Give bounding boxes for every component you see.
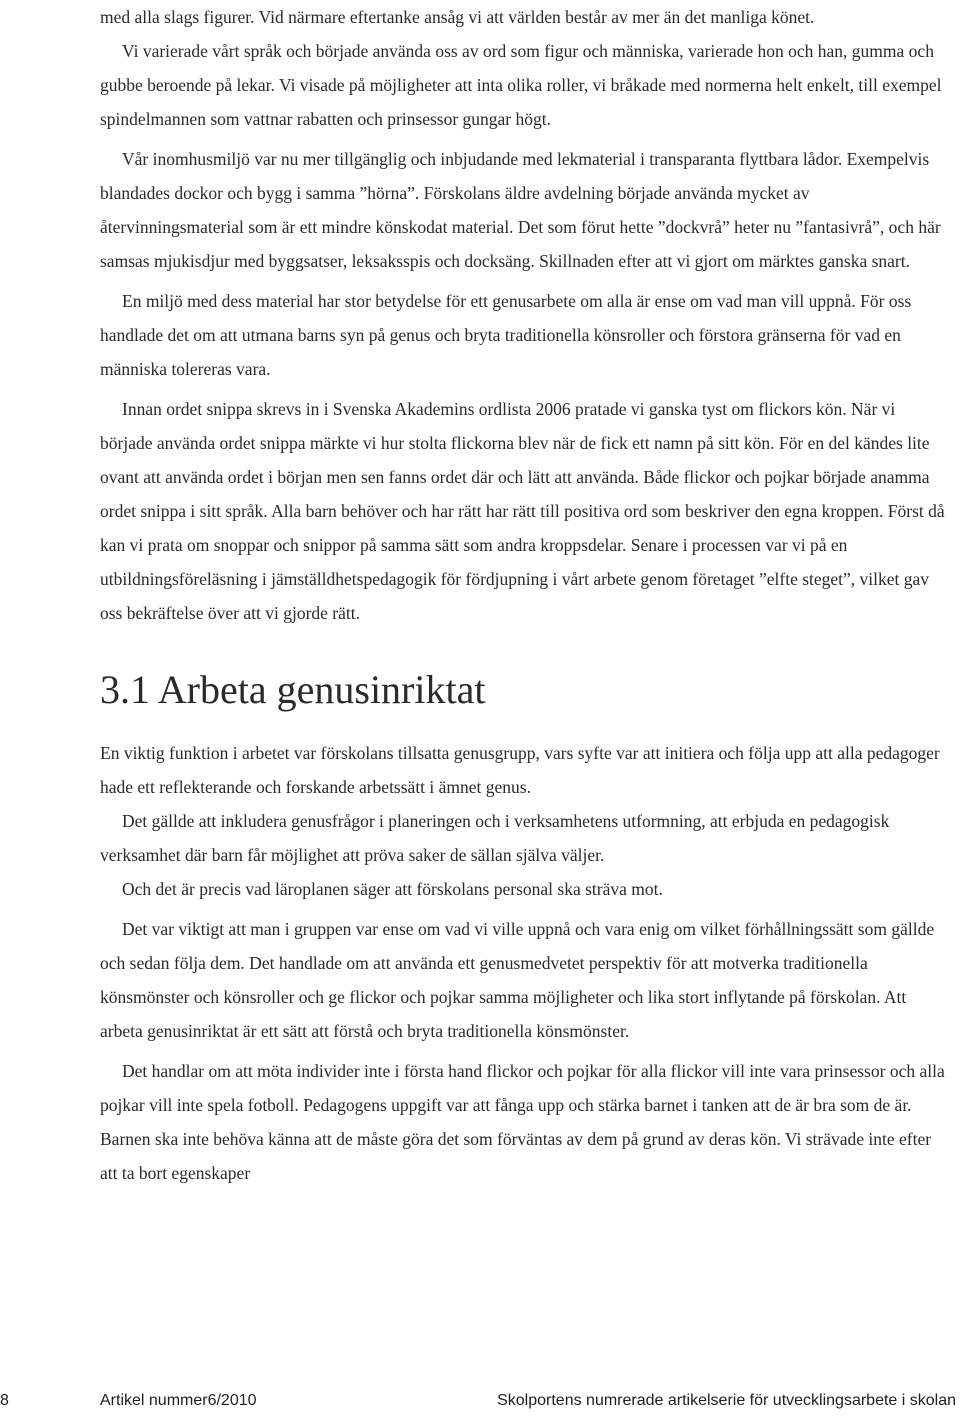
section-heading: 3.1 Arbeta genusinriktat (100, 667, 486, 712)
series-label: Skolportens numrerade artikelserie för utvecklingsarbete i skolan (497, 1392, 956, 1409)
page-body (100, 0, 952, 1190)
publication-label: Artikel nummer6/2010 (100, 1392, 257, 1409)
paragraph: Det gällde att inkludera genusfrågor i planeringen och i verksamhetens utformning, att erbjuda en pedagogisk verksamhet där barn får möjlighet att pröva saker de sällan själva väljer. (100, 811, 890, 865)
page-footer (0, 1388, 960, 1416)
paragraph: Vår inomhusmiljö var nu mer tillgänglig och inbjudande med lekmaterial i transparanta flyttbara lådor. Exempelvis blandades dockor och bygg i samma ”hörna”. Förskolans äldre avdelning började använda mycket av återvinningsmaterial som är ett mindre könskodat material. Det som förut hette ”dockvrå” heter nu ”fantasivrå”, och här samsas mjukisdjur med byggsatser, leksaksspis och docksäng. Skillnaden efter att vi gjort om märktes ganska snart. (100, 149, 941, 271)
paragraph: Innan ordet snippa skrevs in i Svenska Akademins ordlista 2006 pratade vi ganska tyst om flickors kön. När vi började använda ordet snippa märkte vi hur stolta flickorna blev när de fick ett namn på sitt kön. För en del kändes lite ovant att använda ordet i början men sen fanns ordet där och lätt att använda. Både flickor och pojkar började anamma ordet snippa i sitt språk. Alla barn behöver och har rätt har rätt till positiva ord som beskriver den egna kroppen. Först då kan vi prata om snoppar och snippor på samma sätt som andra kroppsdelar. Senare i processen var vi på en utbildningsföreläsning i jämställdhetspedagogik för fördjupning i vårt arbete genom företaget ”elfte steget”, vilket gav oss bekräftelse över att vi gjorde rätt. (100, 399, 945, 623)
paragraph: En viktig funktion i arbetet var förskolans tillsatta genusgrupp, vars syfte var att initiera och följa upp att alla pedagoger hade ett reflekterande och forskande arbetssätt i ämnet genus. (100, 743, 940, 797)
paragraph: Och det är precis vad läroplanen säger att förskolans personal ska sträva mot. (122, 879, 663, 899)
paragraph: En miljö med dess material har stor betydelse för ett genusarbete om alla är ense om vad man vill uppnå. För oss handlade det om att utmana barns syn på genus och bryta traditionella könsroller och förstora gränserna för vad en människa tolereras vara. (100, 291, 912, 379)
paragraph: Det handlar om att möta individer inte i första hand flickor och pojkar för alla flickor vill inte vara prinsessor och alla pojkar vill inte spela fotboll. Pedagogens uppgift var att fånga upp och stärka barnet i tanken att de är bra som de är. Barnen ska inte behöva känna att de måste göra det som förväntas av dem på grund av deras kön. Vi strävade inte efter att ta bort egenskaper (100, 1061, 945, 1183)
page-number: 8 (0, 1392, 9, 1409)
paragraph: Vi varierade vårt språk och började använda oss av ord som figur och människa, varierade hon och han, gumma och gubbe beroende på lekar. Vi visade på möjligheter att inta olika roller, vi bråkade med normerna helt enkelt, till exempel spindelmannen som vattnar rabatten och prinsessor gungar högt. (100, 41, 942, 129)
paragraph: med alla slags figurer. Vid närmare eftertanke ansåg vi att världen består av mer än det manliga könet. (100, 7, 815, 27)
paragraph: Det var viktigt att man i gruppen var ense om vad vi ville uppnå och vara enig om vilket förhållningssätt som gällde och sedan följa dem. Det handlade om att använda ett genusmedvetet perspektiv för att motverka traditionella könsmönster och könsroller och ge flickor och pojkar samma möjligheter och lika stort inflytande på förskolan. Att arbeta genusinriktat är ett sätt att förstå och bryta traditionella könsmönster. (100, 919, 935, 1041)
